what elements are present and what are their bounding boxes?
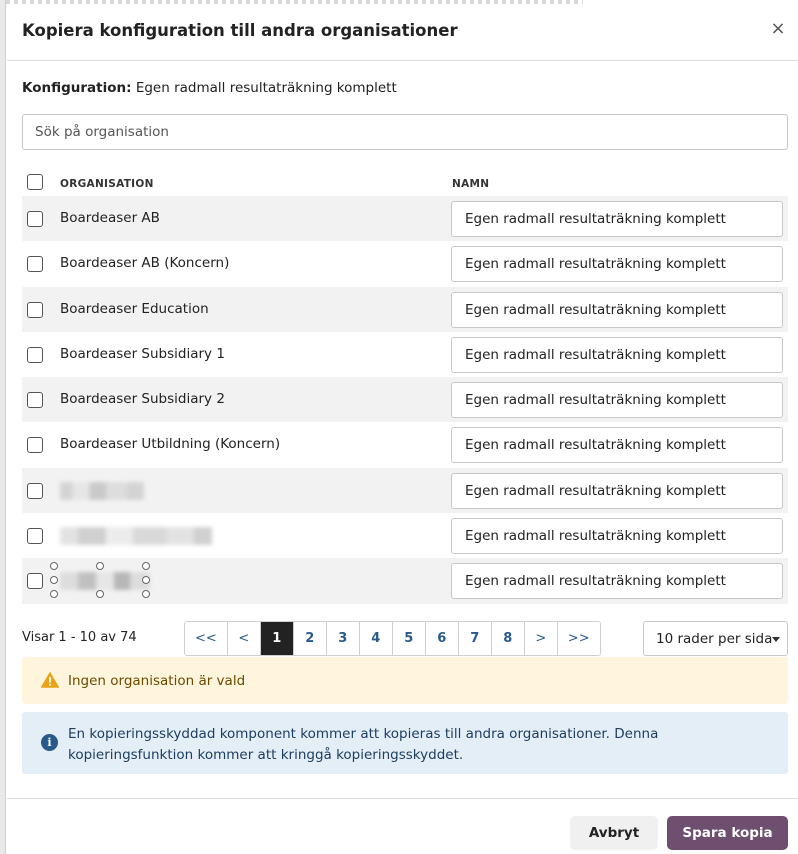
- page-button-3[interactable]: 3: [327, 622, 360, 655]
- row-checkbox[interactable]: [27, 302, 43, 318]
- select-all-checkbox[interactable]: [27, 174, 43, 190]
- resize-handle: [50, 590, 58, 598]
- page-button-1[interactable]: 1: [261, 622, 294, 655]
- row-checkbox[interactable]: [27, 211, 43, 227]
- info-icon: i: [41, 734, 58, 751]
- resize-handle: [142, 590, 150, 598]
- row-checkbox[interactable]: [27, 256, 43, 272]
- organisation-name: Boardeaser Utbildning (Koncern): [60, 436, 281, 453]
- pagination: [184, 621, 601, 656]
- info-text: En kopieringsskyddad komponent kommer att kopieras till andra organisationer. Denna kopieringsfunktion kommer att kringgå kopieringsskyddet.: [68, 726, 659, 763]
- page-button-2[interactable]: 2: [294, 622, 327, 655]
- table-row: [22, 513, 788, 558]
- configuration-value: Egen radmall resultaträkning komplett: [135, 80, 397, 96]
- row-checkbox[interactable]: [27, 483, 43, 499]
- table-row: [22, 196, 788, 241]
- info-alert: [22, 712, 788, 774]
- row-checkbox[interactable]: [27, 437, 43, 453]
- cancel-button[interactable]: Avbryt: [570, 816, 658, 850]
- configuration-label: Konfiguration:: [22, 80, 132, 96]
- redacted-organisation-name: [60, 527, 212, 545]
- search-input[interactable]: [22, 114, 788, 150]
- resize-handle: [50, 576, 58, 584]
- table-row: [22, 468, 788, 513]
- table-row: [22, 422, 788, 467]
- organisation-name: Boardeaser AB: [60, 210, 160, 226]
- redacted-organisation-name: [60, 572, 150, 590]
- name-input[interactable]: [451, 518, 783, 554]
- name-input[interactable]: [451, 473, 783, 509]
- warning-text: Ingen organisation är vald: [68, 673, 246, 689]
- next-page-button[interactable]: >: [525, 622, 558, 655]
- warning-icon: [41, 672, 59, 688]
- page-button-5[interactable]: 5: [393, 622, 426, 655]
- page-button-7[interactable]: 7: [459, 622, 492, 655]
- configuration-line: [22, 80, 397, 96]
- table-header: [22, 170, 788, 196]
- resize-handle: [142, 562, 150, 570]
- name-input[interactable]: [451, 563, 783, 599]
- organisation-name: Boardeaser Subsidiary 1: [60, 345, 225, 362]
- table-row: [22, 558, 788, 603]
- row-checkbox[interactable]: [27, 528, 43, 544]
- warning-alert: [22, 657, 788, 704]
- resize-handle: [96, 562, 104, 570]
- column-header-organisation: ORGANISATION: [60, 178, 154, 190]
- modal-footer: [7, 798, 798, 854]
- rows-per-page-select[interactable]: [643, 621, 788, 656]
- name-input[interactable]: [451, 337, 783, 373]
- name-input[interactable]: [451, 292, 783, 328]
- page-button-4[interactable]: 4: [360, 622, 393, 655]
- row-checkbox[interactable]: [27, 573, 43, 589]
- table-row: [22, 287, 788, 332]
- table-row: [22, 241, 788, 286]
- prev-page-button[interactable]: <: [228, 622, 261, 655]
- last-page-button[interactable]: >>: [558, 622, 600, 655]
- resize-handle: [96, 590, 104, 598]
- backdrop-edge: [0, 0, 6, 854]
- resize-handle: [50, 562, 58, 570]
- caret-down-icon: [772, 637, 780, 642]
- page-button-6[interactable]: 6: [426, 622, 459, 655]
- page-button-8[interactable]: 8: [492, 622, 525, 655]
- copy-config-modal: [7, 4, 798, 854]
- modal-title: Kopiera konfiguration till andra organisationer: [22, 21, 458, 40]
- row-checkbox[interactable]: [27, 347, 43, 363]
- save-copy-button[interactable]: Spara kopia: [667, 816, 788, 850]
- name-input[interactable]: [451, 201, 783, 237]
- organisation-name: Boardeaser Subsidiary 2: [60, 391, 225, 408]
- organisation-table: [22, 170, 788, 604]
- name-input[interactable]: [451, 427, 783, 463]
- close-icon[interactable]: ×: [770, 18, 786, 39]
- modal-header: [7, 4, 798, 61]
- column-header-name: NAMN: [452, 178, 490, 190]
- table-row: [22, 332, 788, 377]
- redacted-organisation-name: [60, 482, 144, 500]
- organisation-name: Boardeaser Education: [60, 300, 209, 317]
- rows-per-page-value: 10 rader per sida: [656, 630, 773, 647]
- table-row: [22, 377, 788, 422]
- first-page-button[interactable]: <<: [185, 622, 228, 655]
- row-checkbox[interactable]: [27, 392, 43, 408]
- organisation-name: Boardeaser AB (Koncern): [60, 255, 230, 272]
- name-input[interactable]: [451, 246, 783, 282]
- pagination-info: Visar 1 - 10 av 74: [22, 630, 137, 645]
- name-input[interactable]: [451, 382, 783, 418]
